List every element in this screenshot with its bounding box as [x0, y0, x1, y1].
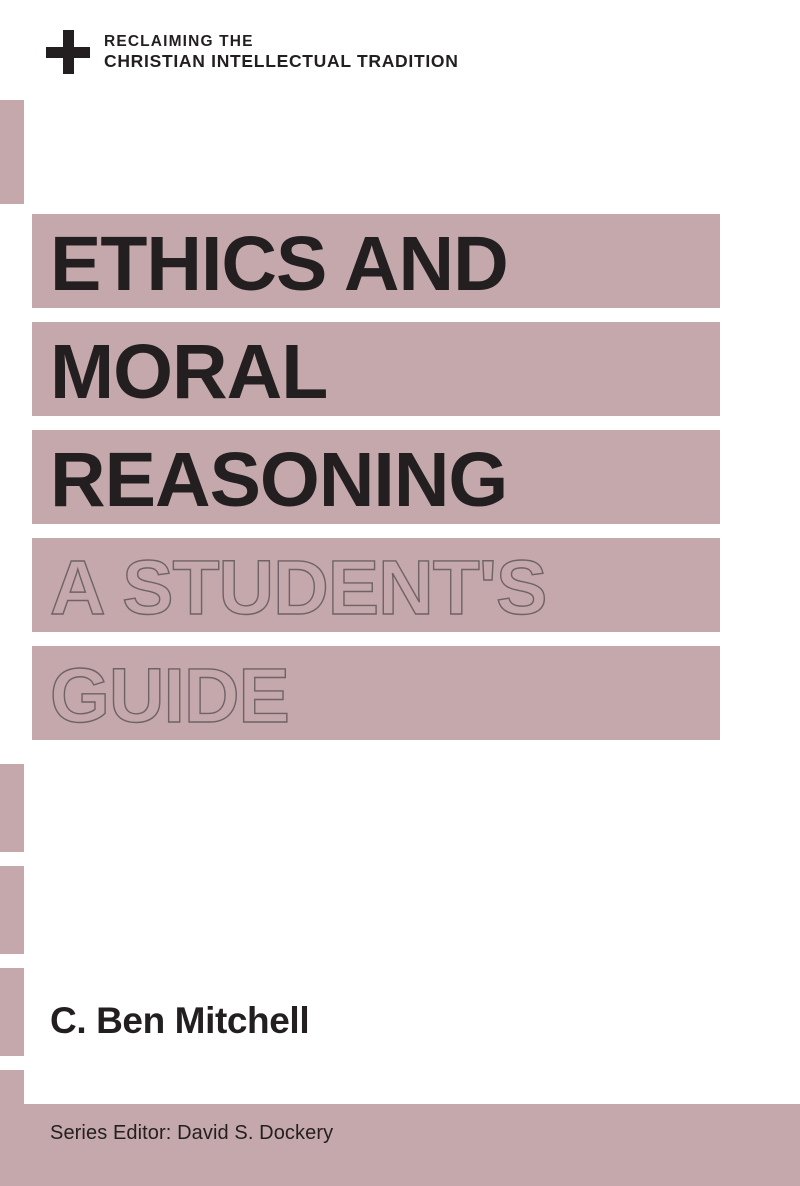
series-line-1: RECLAIMING THE	[104, 32, 254, 50]
subtitle-line-1: A STUDENT'S	[50, 545, 547, 631]
title-line-1: ETHICS AND	[50, 221, 508, 307]
subtitle-line-2: GUIDE	[50, 653, 289, 739]
series-editor-band	[0, 1104, 800, 1186]
edge-stripe-3	[0, 866, 24, 954]
edge-stripe-1	[0, 100, 24, 204]
edge-stripe-2	[0, 764, 24, 852]
series-editor-label: Series Editor: David S. Dockery	[50, 1122, 334, 1144]
cross-icon	[46, 30, 90, 74]
series-line-2: CHRISTIAN INTELLECTUAL TRADITION	[104, 50, 459, 71]
edge-stripe-4	[0, 968, 24, 1056]
title-line-3: REASONING	[50, 437, 508, 523]
title-line-2: MORAL	[50, 329, 328, 415]
edge-stripe-5	[0, 1070, 24, 1104]
author-name: C. Ben Mitchell	[50, 1000, 310, 1041]
series-header	[46, 30, 459, 74]
